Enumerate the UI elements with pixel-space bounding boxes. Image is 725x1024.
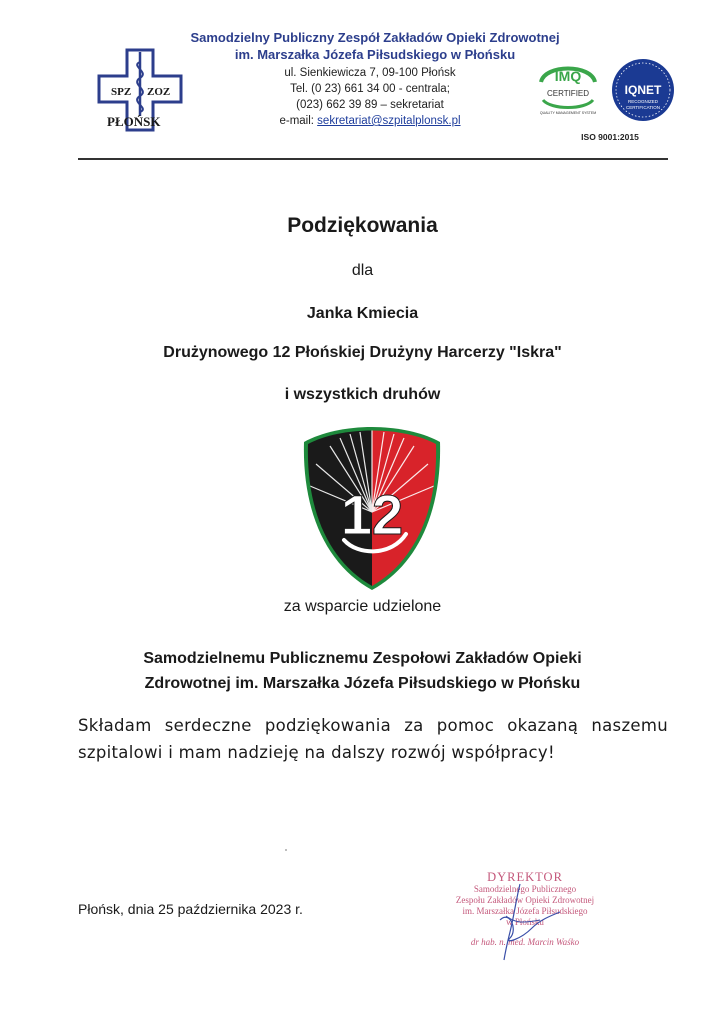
- imq-label: IMQ: [554, 68, 582, 84]
- iqnet-small2: CERTIFICATION: [625, 105, 661, 110]
- stamp-title: DYREKTOR: [487, 870, 563, 884]
- institution-line1: Samodzielnemu Publicznemu Zespołowi Zakładów Opieki: [143, 650, 582, 667]
- place-and-date: Płońsk, dnia 25 października 2023 r.: [78, 901, 303, 917]
- thanks-message-line1: Składam serdeczne podziękowania za pomoc okazaną naszemu: [78, 716, 668, 735]
- iqnet-label: IQNET: [624, 83, 662, 97]
- emblem-number: 12: [340, 483, 404, 546]
- iso-standard: ISO 9001:2015: [581, 132, 639, 142]
- stamp-line5: w Płońsku: [506, 917, 544, 927]
- header-divider: [78, 158, 668, 160]
- stamp-signatory: dr hab. n. med. Marcin Waśko: [470, 937, 580, 947]
- support-text: za wsparcie udzielone: [283, 598, 442, 615]
- and-all-scouts: i wszystkich druhów: [284, 386, 441, 403]
- org-name-line2: im. Marszałka Józefa Piłsudskiego w Płońsku: [234, 47, 516, 62]
- iqnet-badge: [611, 58, 675, 122]
- letter-title: Podziękowania: [287, 214, 438, 237]
- for-word: dla: [351, 262, 374, 279]
- phone-central: Tel. (0 23) 661 34 00 - centrala;: [290, 83, 450, 95]
- institution-line2: Zdrowotnej im. Marszałka Józefa Piłsudskiego w Płońsku: [144, 675, 581, 692]
- iqnet-small1: RECOGNIZED: [627, 99, 659, 104]
- recipient-role: Drużynowego 12 Płońskiej Drużyny Harcerzy "Iskra": [163, 344, 562, 361]
- address: ul. Sienkiewicza 7, 09-100 Płońsk: [284, 67, 456, 79]
- email-line: [210, 114, 530, 129]
- org-name-line1: Samodzielny Publiczny Zespół Zakładów Opieki Zdrowotnej: [190, 30, 560, 45]
- imq-certified-label: CERTIFIED: [546, 89, 590, 98]
- handwritten-signature: [480, 880, 570, 970]
- recipient-name: Janka Kmiecia: [306, 305, 419, 322]
- phone-secretariat: (023) 662 39 89 – sekretariat: [296, 99, 444, 111]
- stamp-line2: Samodzielnego Publicznego: [473, 884, 577, 894]
- logo-text-spz: SPZ: [111, 86, 132, 98]
- stamp-line4: im. Marszałka Józefa Piłsudskiego: [462, 906, 588, 916]
- email-label: e-mail:: [279, 115, 318, 127]
- logo-text-zoz: ZOZ: [147, 86, 171, 98]
- scan-speck: [285, 849, 287, 851]
- imq-certified-badge: [535, 56, 601, 122]
- imq-small-label: QUALITY MANAGEMENT SYSTEM: [539, 111, 597, 115]
- email-link[interactable]: sekretariat@szpitalplonsk.pl: [317, 115, 461, 127]
- stamp-line3: Zespołu Zakładów Opieki Zdrowotnej: [455, 895, 595, 905]
- thanks-message-line2: szpitalowi i mam nadzieję na dalszy rozwój współpracy!: [78, 743, 555, 762]
- scout-troop-emblem: [302, 422, 442, 590]
- logo-text-city: PŁOŃSK: [107, 114, 161, 129]
